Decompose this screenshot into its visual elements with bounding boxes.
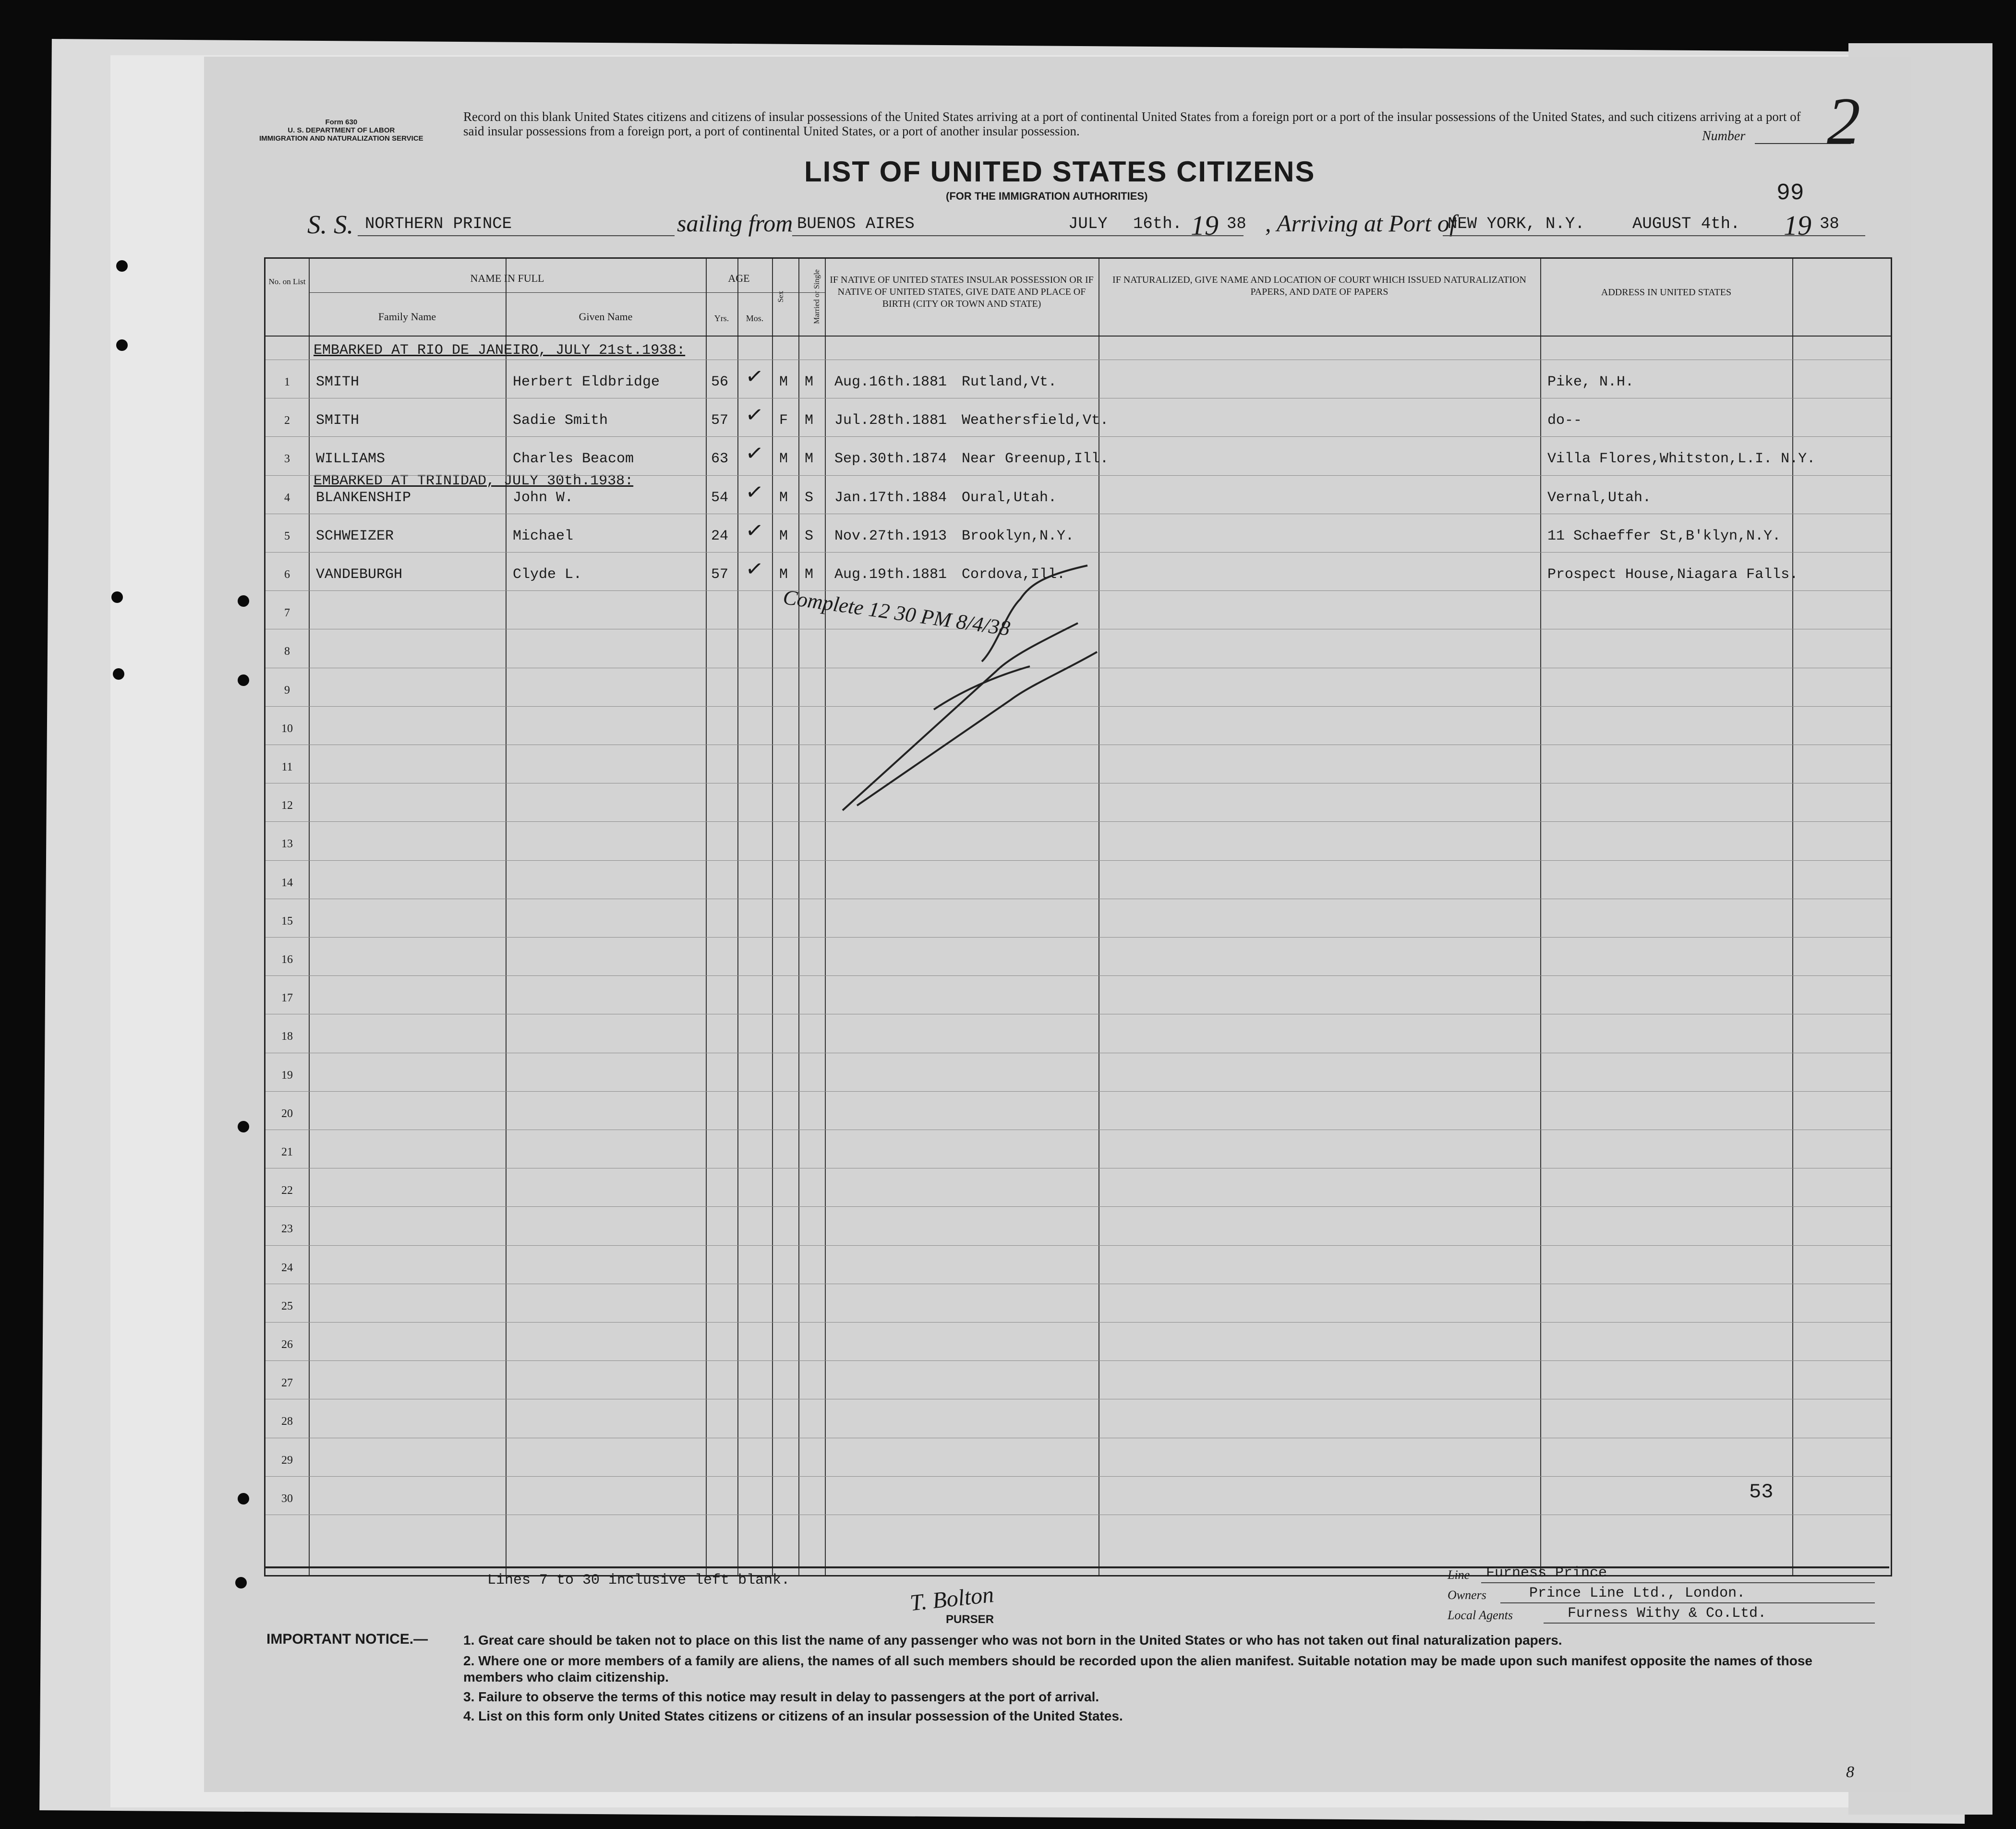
birth-place: Oural,Utah. — [962, 489, 1057, 506]
age-years: 56 — [711, 374, 729, 390]
notice-item: 2. Where one or more members of a family are aliens, the names of all such members should be recorded upon the alien manifest. Suitable notation may be made upon such manifest opposite the names of those members who claim citizenship. — [463, 1653, 1812, 1685]
family-name: WILLIAMS — [316, 451, 386, 468]
birth-place: Weathersfield,Vt. — [962, 412, 1109, 429]
header-birthplace: IF NATIVE OF UNITED STATES INSULAR POSSESSION OR IF NATIVE OF UNITED STATES, GIVE DATE AND PLACE OF BIRTH (CITY OR TOWN AND STATE) — [830, 275, 1094, 309]
age-years: 57 — [711, 412, 729, 429]
check-mark: ✓ — [744, 401, 765, 429]
row-rule — [266, 552, 1891, 553]
blank-lines-note: Lines 7 to 30 inclusive left blank. — [487, 1572, 790, 1588]
marital-status: M — [805, 374, 814, 390]
row-number: 24 — [281, 1261, 293, 1274]
notice-item: 3. Failure to observe the terms of this notice may result in delay to passengers at the port of arrival. — [463, 1689, 1099, 1704]
row-number: 9 — [284, 684, 290, 697]
column-divider — [825, 259, 826, 1575]
sailing-year: 38 — [1227, 215, 1246, 233]
sex: M — [779, 528, 788, 544]
punch-hole — [238, 674, 249, 686]
row-number: 3 — [284, 453, 290, 466]
sex: F — [779, 412, 788, 429]
sex: M — [779, 489, 788, 506]
notice-heading: IMPORTANT NOTICE.— — [266, 1631, 428, 1647]
row-rule — [266, 860, 1891, 861]
family-name: BLANKENSHIP — [316, 489, 411, 506]
row-number: 5 — [284, 529, 290, 542]
manifest-page — [204, 57, 1911, 1792]
age-years: 57 — [711, 566, 729, 583]
agents-value: Furness Withy & Co.Ltd. — [1568, 1605, 1767, 1622]
form-number: Form 630 — [325, 118, 358, 126]
column-divider — [772, 259, 773, 1575]
marital-status: M — [805, 566, 814, 583]
row-number: 10 — [281, 722, 293, 735]
sailing-year-prefix: 19 — [1191, 210, 1219, 241]
fill-line — [1481, 1582, 1875, 1583]
row-number: 19 — [281, 1069, 293, 1082]
page-title: LIST OF UNITED STATES CITIZENS — [804, 156, 1316, 188]
page-subtitle: (FOR THE IMMIGRATION AUTHORITIES) — [946, 190, 1148, 202]
row-number: 11 — [281, 761, 293, 773]
birth-date: Jan.17th.1884 — [834, 489, 947, 506]
given-name: Herbert Eldbridge — [513, 374, 660, 390]
arriving-label: , Arriving at Port of — [1265, 210, 1456, 237]
fill-line — [1544, 1623, 1875, 1624]
birth-date: Nov.27th.1913 — [834, 528, 947, 544]
column-divider — [706, 259, 707, 1575]
owners-value: Prince Line Ltd., London. — [1529, 1585, 1746, 1601]
family-name: SMITH — [316, 412, 360, 429]
row-rule — [266, 436, 1891, 437]
column-divider — [798, 259, 799, 1575]
embarkation-note: EMBARKED AT RIO DE JANEIRO, JULY 21st.1938: — [314, 342, 686, 359]
given-name: Sadie Smith — [513, 412, 608, 429]
check-mark: ✓ — [744, 517, 765, 544]
row-number: 1 — [284, 376, 290, 388]
column-divider — [506, 259, 507, 1575]
family-name: SCHWEIZER — [316, 528, 394, 544]
row-number: 15 — [281, 914, 293, 927]
row-number: 29 — [281, 1454, 293, 1467]
row-rule — [266, 1206, 1891, 1207]
birth-place: Near Greenup,Ill. — [962, 451, 1109, 468]
age-years: 24 — [711, 528, 729, 544]
age-years: 54 — [711, 489, 729, 506]
punch-hole — [116, 260, 128, 272]
family-name: SMITH — [316, 374, 360, 390]
embarkation-note: EMBARKED AT TRINIDAD, JULY 30th.1938: — [314, 473, 634, 489]
purser-label: PURSER — [946, 1613, 994, 1626]
row-rule — [266, 475, 1891, 476]
row-number: 20 — [281, 1107, 293, 1120]
sailing-label: sailing from — [677, 210, 793, 237]
birth-place: Rutland,Vt. — [962, 374, 1057, 390]
fill-line — [1500, 1602, 1875, 1603]
fill-line — [358, 235, 675, 236]
header-naturalized: IF NATURALIZED, GIVE NAME AND LOCATION OF COURT WHICH ISSUED NATURALIZATION PAPERS, AND DATE OF PAPERS — [1112, 275, 1526, 297]
arrival-port: NEW YORK, N.Y. — [1448, 215, 1585, 233]
header-mos: Mos. — [746, 313, 764, 323]
column-divider — [737, 259, 738, 1575]
number-value: 2 — [1827, 84, 1860, 158]
row-number: 28 — [281, 1415, 293, 1428]
header-bottom — [266, 336, 1891, 337]
header-yrs: Yrs. — [714, 313, 729, 323]
row-number: 6 — [284, 568, 290, 581]
sex: M — [779, 566, 788, 583]
birth-place: Cordova,Ill. — [962, 566, 1066, 583]
row-number: 7 — [284, 607, 290, 620]
age-years: 63 — [711, 451, 729, 468]
line-value: Furness Prince — [1486, 1565, 1607, 1581]
given-name: John W. — [513, 489, 574, 506]
service-name: IMMIGRATION AND NATURALIZATION SERVICE — [259, 134, 423, 143]
row-rule — [266, 1476, 1891, 1477]
fill-line — [792, 235, 1243, 236]
punch-hole — [238, 595, 249, 607]
notice-item: 1. Great care should be taken not to place on this list the name of any passenger who was not born in the United States or who has not taken out final naturalization papers. — [463, 1633, 1562, 1648]
family-name: VANDEBURGH — [316, 566, 403, 583]
row-rule — [266, 1091, 1891, 1092]
owners-label: Owners — [1448, 1588, 1486, 1602]
birth-date: Aug.16th.1881 — [834, 374, 947, 390]
form-identifier — [259, 118, 423, 143]
row-number: 25 — [281, 1300, 293, 1312]
row-number: 14 — [281, 876, 293, 889]
line-label: Line — [1448, 1568, 1470, 1582]
us-address: Prospect House,Niagara Falls. — [1547, 566, 1799, 583]
notice-item: 4. List on this form only United States citizens or citizens of an insular possession of the United States. — [463, 1709, 1123, 1723]
footer-divider — [264, 1566, 1889, 1568]
check-mark: ✓ — [744, 555, 765, 583]
row-rule — [266, 1245, 1891, 1246]
header-family-name: Family Name — [378, 311, 436, 323]
arrival-date: AUGUST 4th. — [1632, 215, 1740, 233]
completion-note: Complete 12 30 PM 8/4/38 — [782, 585, 1012, 640]
header-name-in-full: NAME IN FULL — [470, 272, 544, 284]
header-no-on-list: No. on List — [268, 277, 306, 286]
given-name: Clyde L. — [513, 566, 582, 583]
header-given-name: Given Name — [579, 311, 633, 323]
punch-hole — [238, 1121, 249, 1132]
marital-status: S — [805, 489, 814, 506]
check-mark: ✓ — [744, 479, 765, 505]
us-address: 11 Schaeffer St,B'klyn,N.Y. — [1547, 528, 1781, 544]
given-name: Charles Beacom — [513, 451, 634, 468]
us-address: do-- — [1547, 412, 1582, 429]
ss-label: S. S. — [307, 210, 354, 239]
row-number: 8 — [284, 645, 290, 658]
sailing-day: 16th. — [1133, 215, 1183, 233]
header-divider — [309, 292, 825, 293]
birth-date: Aug.19th.1881 — [834, 566, 947, 583]
row-number: 16 — [281, 953, 293, 966]
column-divider — [309, 259, 310, 1575]
punch-hole — [235, 1577, 247, 1588]
row-number: 22 — [281, 1184, 293, 1197]
row-number: 18 — [281, 1030, 293, 1043]
row-number: 23 — [281, 1223, 293, 1236]
row-rule — [266, 821, 1891, 822]
number-label: Number — [1702, 129, 1746, 144]
sex: M — [779, 374, 788, 390]
sex: M — [779, 451, 788, 468]
page-mark: 8 — [1846, 1763, 1854, 1781]
check-mark: ✓ — [744, 440, 765, 467]
stamp-number: 53 — [1749, 1480, 1774, 1504]
header-address: ADDRESS IN UNITED STATES — [1601, 287, 1732, 298]
ship-name: NORTHERN PRINCE — [365, 215, 512, 233]
marital-status: S — [805, 528, 814, 544]
row-rule — [266, 1360, 1891, 1361]
us-address: Villa Flores,Whitston,L.I. N.Y. — [1547, 451, 1816, 468]
us-address: Pike, N.H. — [1547, 374, 1634, 390]
marital-status: M — [805, 412, 814, 429]
row-number: 21 — [281, 1146, 293, 1158]
row-rule — [266, 937, 1891, 938]
row-number: 2 — [284, 414, 290, 427]
sailing-from: BUENOS AIRES — [797, 215, 915, 233]
row-number: 13 — [281, 838, 293, 851]
row-number: 27 — [281, 1377, 293, 1390]
marital-status: M — [805, 451, 814, 468]
header-married-single: Married or Single — [812, 269, 821, 324]
arrival-year: 38 — [1820, 215, 1839, 233]
check-mark: ✓ — [744, 363, 765, 390]
row-number: 30 — [281, 1492, 293, 1505]
header-sex: Sex — [777, 291, 785, 302]
arrival-year-prefix: 19 — [1784, 210, 1811, 241]
header-age: AGE — [728, 272, 750, 284]
sailing-month: JULY — [1068, 215, 1108, 233]
row-number: 26 — [281, 1338, 293, 1351]
row-rule — [266, 975, 1891, 976]
birth-place: Brooklyn,N.Y. — [962, 528, 1074, 544]
punch-hole — [116, 339, 128, 351]
inspector-signature — [838, 556, 1107, 815]
department-name: U. S. DEPARTMENT OF LABOR — [288, 126, 395, 134]
given-name: Michael — [513, 528, 574, 544]
purser-signature: T. Bolton — [908, 1581, 995, 1616]
birth-date: Jul.28th.1881 — [834, 412, 947, 429]
row-rule — [266, 1322, 1891, 1323]
punch-hole — [111, 591, 123, 603]
reference-number: 99 — [1776, 180, 1804, 206]
row-number: 12 — [281, 799, 293, 812]
intro-text: Record on this blank United States citizens and citizens of insular possessions of the United States arriving at a port of continental United States from a foreign port or a port of the insular possessions of the United States, and such citizens arriving at a port of said insular possessions from a foreign port, a port of continental United States, or a port of another insular possession. — [463, 109, 1801, 138]
punch-hole — [238, 1493, 249, 1504]
us-address: Vernal,Utah. — [1547, 489, 1652, 506]
birth-date: Sep.30th.1874 — [834, 451, 947, 468]
row-number: 17 — [281, 992, 293, 1005]
passenger-table — [264, 257, 1892, 1576]
row-number: 4 — [284, 491, 290, 504]
punch-hole — [113, 668, 124, 680]
column-divider — [1540, 259, 1541, 1575]
agents-label: Local Agents — [1448, 1608, 1513, 1622]
